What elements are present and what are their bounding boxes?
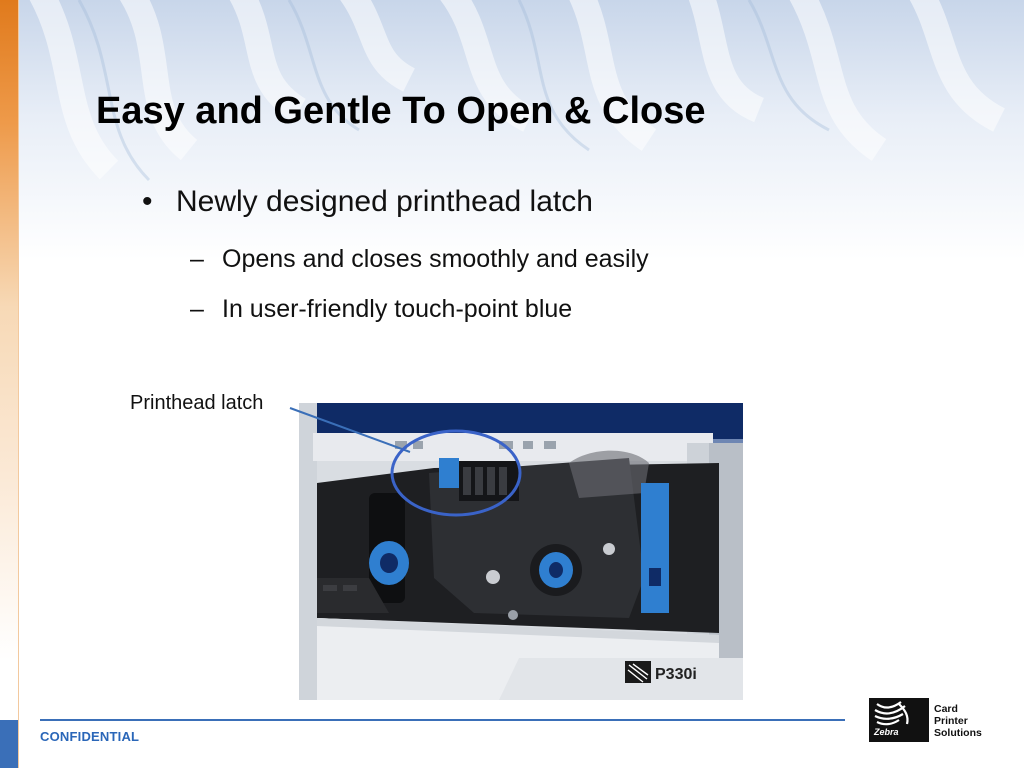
confidential-label: CONFIDENTIAL	[40, 729, 140, 744]
main-bullet	[142, 185, 593, 219]
model-badge: P330i	[655, 666, 697, 683]
left-accent-divider	[18, 0, 19, 768]
sub-bullet-1	[190, 245, 649, 274]
logo-wordmark: Zebra	[874, 727, 899, 737]
printer-photo	[299, 403, 743, 700]
sub-bullet-text: In user-friendly touch-point blue	[222, 295, 573, 323]
sub-bullet-text: Opens and closes smoothly and easily	[222, 245, 649, 273]
sub-bullet-2	[190, 295, 572, 324]
brand-line: Printer	[934, 715, 968, 727]
footer-rule	[40, 719, 845, 721]
brand-text	[934, 703, 982, 739]
sub-bullet-marker: –	[190, 295, 204, 323]
slide-title: Easy and Gentle To Open & Close	[96, 90, 706, 132]
brand-line: Solutions	[934, 727, 982, 739]
bullet-text: Newly designed printhead latch	[176, 185, 593, 218]
bottom-accent-block	[0, 720, 18, 768]
brand-line: Card	[934, 703, 958, 715]
sub-bullet-marker: –	[190, 245, 204, 273]
left-accent-bar	[0, 0, 18, 768]
callout-label: Printhead latch	[130, 392, 264, 414]
bullet-marker: •	[142, 185, 153, 218]
